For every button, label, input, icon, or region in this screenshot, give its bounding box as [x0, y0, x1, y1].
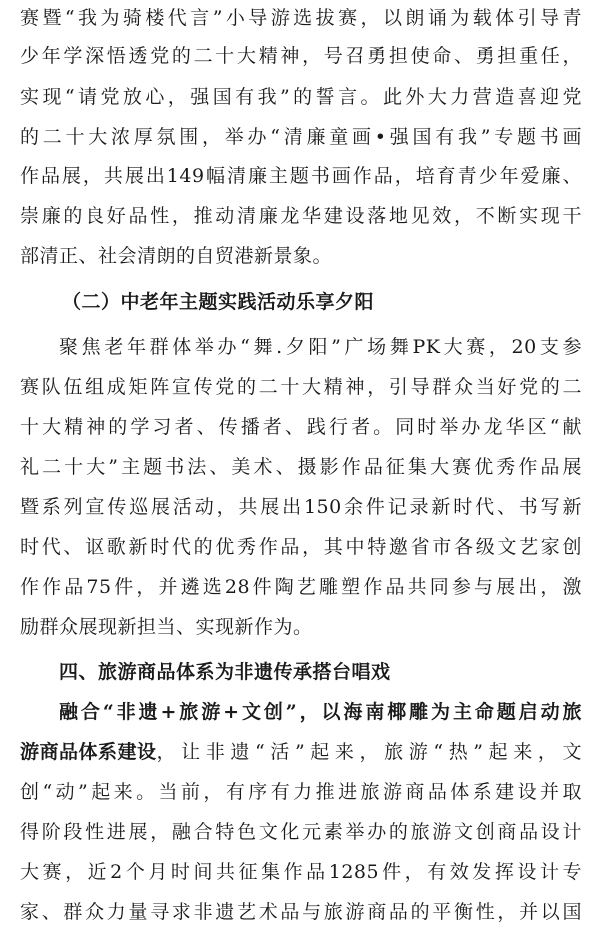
paragraph-line: 聚焦老年群体举办“舞.夕阳”广场舞PK大赛，20支参 [59, 336, 582, 358]
paragraph-line: 作作品75件，并遴选28件陶艺雕塑作品共同参与展出，激 [20, 576, 582, 598]
paragraph-line: 十大精神的学习者、传播者、践行者。同时举办龙华区“献 [20, 416, 582, 438]
paragraph-line: 少年学深悟透党的二十大精神，号召勇担使命、勇担重任， [20, 45, 582, 67]
paragraph-line: 赛暨“我为骑楼代言”小导游选拔赛，以朗诵为载体引导青 [20, 7, 582, 29]
paragraph-line: 创“动”起来。当前，有序有力推进旅游商品体系建设并取 [20, 781, 582, 803]
section-heading: 四、旅游商品体系为非遗传承搭台唱戏 [59, 661, 391, 683]
paragraph-line: 赛队伍组成矩阵宣传党的二十大精神，引导群众当好党的二 [20, 376, 582, 398]
paragraph-line: 崇廉的良好品性，推动清廉龙华建设落地见效，不断实现干 [20, 205, 582, 227]
paragraph-line: 暨系列宣传巡展活动，共展出150余件记录新时代、书写新 [20, 496, 582, 518]
paragraph-line-mixed [20, 740, 582, 764]
paragraph-line: 大赛，近2个月时间共征集作品1285件，有效发挥设计专 [20, 861, 582, 883]
bold-run: 游商品体系建设 [20, 741, 157, 763]
paragraph-line: 家、群众力量寻求非遗艺术品与旅游商品的平衡性，并以国 [20, 901, 582, 923]
section-subheading: （二）中老年主题实践活动乐享夕阳 [62, 291, 375, 313]
paragraph-line: 时代、讴歌新时代的优秀作品，其中特邀省市各级文艺家创 [20, 536, 582, 558]
paragraph-line: 礼二十大”主题书法、美术、摄影作品征集大赛优秀作品展 [20, 456, 582, 478]
regular-run: ，让非遗“活”起来，旅游“热”起来，文 [156, 741, 582, 763]
paragraph-line: 的二十大浓厚氛围，举办“清廉童画•强国有我”专题书画 [20, 126, 582, 148]
paragraph-line: 实现“请党放心，强国有我”的誓言。此外大力营造喜迎党 [20, 86, 582, 108]
paragraph-line: 得阶段性进展，融合特色文化元素举办的旅游文创商品设计 [20, 821, 582, 843]
paragraph-line: 作品展，共展出149幅清廉主题书画作品，培育青少年爱廉、 [20, 165, 582, 187]
paragraph-line: 励群众展现新担当、实现新作为。 [20, 616, 313, 638]
paragraph-line: 部清正、社会清朗的自贸港新景象。 [20, 245, 333, 267]
paragraph-line-bold: 融合“非遗+旅游+文创”，以海南椰雕为主命题启动旅 [59, 701, 582, 723]
